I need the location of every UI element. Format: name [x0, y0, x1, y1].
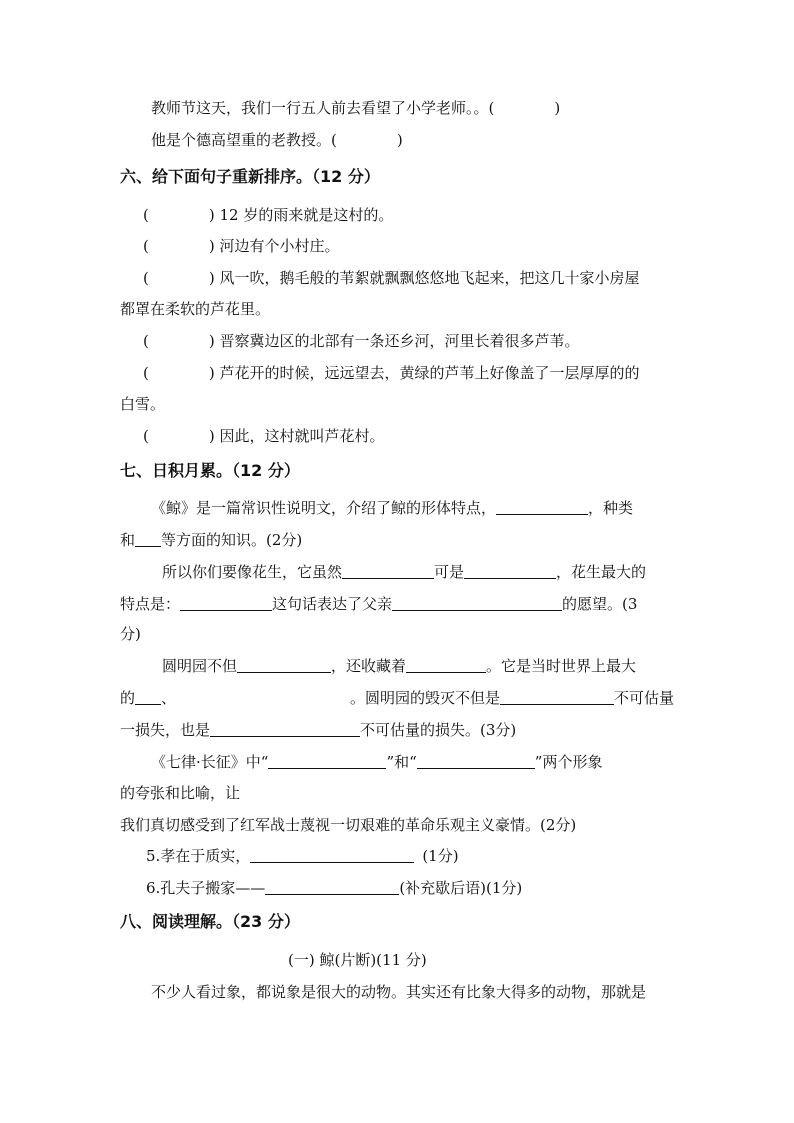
question-text: 可是: [434, 563, 465, 581]
question-line: [120, 530, 302, 550]
question-line: 我们真切感受到了红军战士蔑视一切艰难的革命乐观主义豪情。(2分): [120, 816, 577, 834]
section-heading: 六、给下面句子重新排序。（12 分）: [120, 167, 380, 186]
answer-blank[interactable]: [237, 658, 331, 673]
question-text: 的愿望。(3: [562, 595, 638, 613]
answer-blank[interactable]: [135, 690, 161, 705]
answer-blank[interactable]: [406, 658, 486, 673]
question-line: [120, 688, 674, 708]
passage-subtitle: (一) 鲸(片断)(11 分): [288, 951, 427, 969]
order-item: ( ) 晋察冀边区的北部有一条还乡河，河里长着很多芦苇。: [143, 332, 580, 350]
question-line: 的夸张和比喻，让: [120, 784, 241, 802]
section-heading: 七、日积月累。（12 分）: [120, 461, 300, 480]
question-line: [120, 720, 516, 740]
question-text: ，种类: [588, 499, 634, 517]
question-text: 的: [120, 689, 136, 707]
order-item-continuation: 白雪。: [120, 395, 166, 413]
question-text: 特点是：: [120, 595, 181, 613]
question-line: [146, 846, 459, 866]
question-text: (补充歇后语)(1分): [399, 879, 523, 897]
question-text: ，还收藏着: [331, 657, 407, 675]
question-text: 5.孝在于质实，: [146, 847, 251, 865]
question-text: 。圆明园的毁灭不但是: [350, 689, 501, 707]
question-line: [162, 562, 646, 582]
question-text: 等方面的知识。(2分): [161, 531, 303, 549]
question-text: 不可估量: [614, 689, 675, 707]
question-text: (1分): [422, 847, 459, 865]
answer-blank[interactable]: [135, 532, 161, 547]
order-item: ( ) 风一吹，鹅毛般的苇絮就飘飘悠悠地飞起来，把这几十家小房屋: [143, 269, 640, 287]
question-text: 、: [161, 689, 177, 707]
question-line: [146, 878, 522, 898]
sentence-line: 教师节这天，我们一行五人前去看望了小学老师。。( ): [151, 99, 561, 117]
question-text: 圆明园不但: [162, 657, 238, 675]
question-text: 6.孔夫子搬家——: [146, 879, 266, 897]
answer-blank[interactable]: [500, 690, 614, 705]
question-text: ”两个形象: [534, 753, 603, 771]
question-line: [162, 656, 636, 676]
answer-blank[interactable]: [268, 754, 386, 769]
question-text: 一损失，也是: [120, 721, 211, 739]
answer-blank[interactable]: [265, 880, 399, 895]
answer-blank[interactable]: [464, 564, 556, 579]
answer-blank[interactable]: [250, 848, 414, 863]
question-text: ，花生最大的: [556, 563, 647, 581]
question-line: 分): [120, 625, 141, 643]
answer-blank[interactable]: [180, 596, 272, 611]
question-text: 这句话表达了父亲: [272, 595, 393, 613]
answer-blank[interactable]: [342, 564, 434, 579]
sentence-line: 他是个德高望重的老教授。( ): [151, 131, 403, 149]
question-line: [151, 498, 633, 518]
section-heading: 八、阅读理解。（23 分）: [120, 912, 300, 931]
order-item: ( ) 芦花开的时候，远远望去，黄绿的芦苇上好像盖了一层厚厚的的: [143, 364, 640, 382]
answer-blank[interactable]: [210, 722, 360, 737]
answer-blank[interactable]: [392, 596, 562, 611]
question-line: [120, 594, 637, 614]
answer-blank[interactable]: [496, 500, 588, 515]
order-item: ( ) 河边有个小村庄。: [143, 237, 340, 255]
question-text: ”和“: [386, 753, 417, 771]
question-text: 不可估量的损失。(3分): [360, 721, 517, 739]
answer-blank[interactable]: [417, 754, 535, 769]
question-text: 《鲸》是一篇常识性说明文，介绍了鲸的形体特点，: [151, 499, 497, 517]
order-item: ( ) 因此，这村就叫芦花村。: [143, 427, 385, 445]
question-text: 和: [120, 531, 136, 549]
order-item: ( ) 12 岁的雨来就是这村的。: [143, 206, 394, 224]
question-text: 《七律·长征》中“: [151, 753, 269, 771]
order-item-continuation: 都罩在柔软的芦花里。: [120, 300, 271, 318]
question-text: 。它是当时世界上最大: [486, 657, 637, 675]
question-text: 所以你们要像花生，它虽然: [162, 563, 343, 581]
passage-paragraph: 不少人看过象，都说象是很大的动物。其实还有比象大得多的动物，那就是: [151, 983, 647, 1001]
question-line: [151, 752, 602, 772]
